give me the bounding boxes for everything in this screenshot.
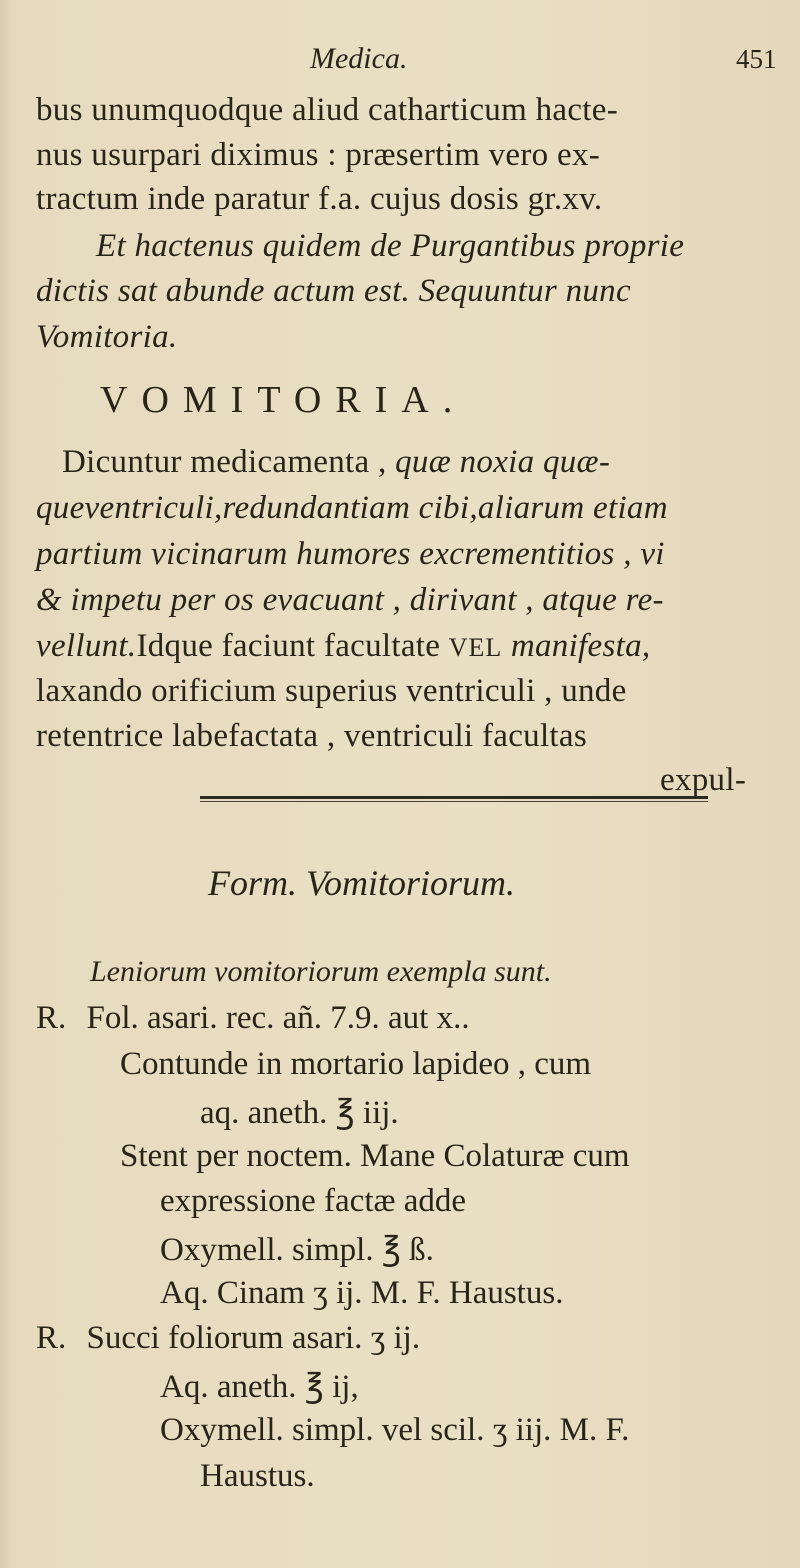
recipe-symbol: R. bbox=[36, 1320, 67, 1356]
italic-line: Vomitoria. bbox=[36, 319, 178, 355]
italic-line: Et hactenus quidem de Purgantibus proprie bbox=[96, 228, 685, 264]
paragraph-line: laxando orificium superius ventriculi , unde bbox=[36, 673, 627, 709]
section-rule-thin bbox=[200, 801, 708, 802]
subheading: Leniorum vomitoriorum exempla sunt. bbox=[90, 955, 552, 988]
section-heading: VOMITORIA. bbox=[100, 379, 467, 421]
recipe-2 bbox=[36, 1320, 420, 1357]
recipe-1 bbox=[36, 1000, 470, 1037]
recipe-line: Oxymell. simpl. ℥ ß. bbox=[160, 1232, 434, 1268]
recipe-symbol: R. bbox=[36, 1000, 67, 1036]
para-italic: vellunt. bbox=[36, 628, 137, 664]
recipe-line: Contunde in mortario lapideo , cum bbox=[120, 1046, 592, 1082]
recipe-line: Aq. Cinam ʒ ij. M. F. Haustus. bbox=[160, 1275, 564, 1311]
recipe-line: Haustus. bbox=[200, 1458, 315, 1494]
recipe-line: Oxymell. simpl. vel scil. ʒ iij. M. F. bbox=[160, 1412, 630, 1448]
paragraph-line: partium vicinarum humores excrementitios , vi bbox=[36, 536, 665, 572]
paragraph-line: & impetu per os evacuant , dirivant , atque re- bbox=[36, 582, 664, 618]
text-line: tractum inde paratur f.a. cujus dosis gr.xv. bbox=[36, 181, 603, 217]
paragraph-line bbox=[62, 444, 610, 481]
catchword: expul- bbox=[660, 762, 747, 798]
running-head-title: Medica. bbox=[310, 42, 408, 75]
recipe-first-line: Fol. asari. rec. añ. 7.9. aut x.. bbox=[86, 1000, 470, 1036]
text-line: bus unumquodque aliud catharticum hacte- bbox=[36, 92, 618, 128]
para-smallcaps: VEL bbox=[448, 633, 503, 662]
recipe-line: Aq. aneth. ℥ ij, bbox=[160, 1369, 359, 1405]
section-rule bbox=[200, 796, 708, 799]
running-head bbox=[0, 42, 800, 82]
para-text: Dicuntur medicamenta , bbox=[62, 444, 387, 480]
para-text: Idque faciunt facultate bbox=[136, 628, 449, 664]
paragraph-line bbox=[36, 628, 650, 665]
para-italic: manifesta, bbox=[502, 628, 651, 664]
form-title: Form. Vomitoriorum. bbox=[208, 863, 516, 903]
italic-line: dictis sat abunde actum est. Sequuntur nunc bbox=[36, 273, 631, 309]
paragraph-line: queventriculi,redundantiam cibi,aliarum etiam bbox=[36, 490, 668, 526]
paragraph-line: retentrice labefactata , ventriculi facultas bbox=[36, 718, 587, 754]
text-line: nus usurpari diximus : præsertim vero ex- bbox=[36, 137, 601, 173]
page-number: 451 bbox=[736, 44, 777, 74]
recipe-line: Stent per noctem. Mane Colaturæ cum bbox=[120, 1138, 630, 1174]
recipe-first-line: Succi foliorum asari. ʒ ij. bbox=[86, 1320, 421, 1356]
recipe-line: aq. aneth. ℥ iij. bbox=[200, 1095, 399, 1131]
recipe-line: expressione factæ adde bbox=[160, 1183, 467, 1219]
para-italic: quæ noxia quæ- bbox=[386, 444, 611, 480]
